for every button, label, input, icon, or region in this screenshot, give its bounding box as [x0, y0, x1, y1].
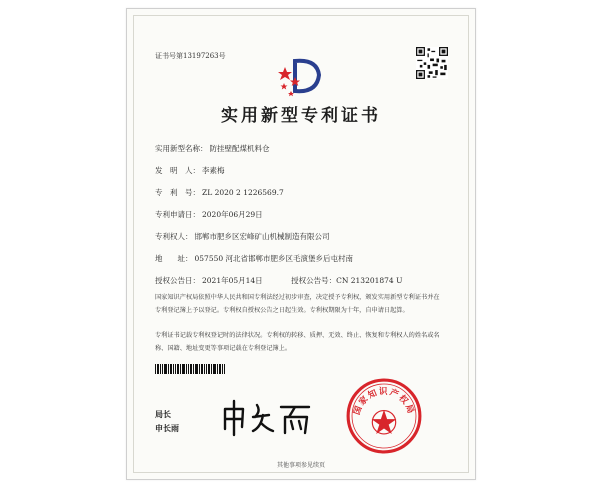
field-patent-number: [155, 187, 284, 198]
field-grant-date: [155, 275, 402, 286]
field-patentee: [155, 231, 330, 242]
field-label: 专利权人：: [155, 232, 193, 241]
footer-note: 其他事项参见续页: [276, 462, 325, 469]
certificate-title: 实用新型专利证书: [221, 106, 381, 126]
certificate-number: 证书号第13197263号: [155, 52, 226, 60]
signature-title: 局长: [155, 409, 171, 419]
handwritten-signature-icon: [219, 397, 319, 437]
field-application-date: [155, 209, 263, 220]
field-inventor: [155, 165, 225, 176]
field-label: 地 址：: [155, 254, 193, 263]
certificate: [126, 8, 476, 480]
announcement-number-label: 授权公告号：: [291, 276, 337, 285]
barcode-icon: [155, 364, 225, 374]
field-value: 057550 河北省邯郸市肥乡区毛演堡乡后屯村南: [194, 254, 354, 263]
field-label: 专利申请日：: [155, 210, 200, 219]
field-address: [155, 253, 353, 264]
qr-code-icon: [416, 47, 448, 79]
field-utility-model-name: [155, 143, 270, 154]
certificate-body-paragraph-2: 专利证书记载专利权登记时的法律状况。专利权的转移、质押、无效、终止、恢复和专利权人的姓名或名称、国籍、地址变更等事项记载在专利登记簿上。: [155, 332, 440, 352]
field-label: 授权公告日：: [155, 276, 200, 285]
field-label: 实用新型名称：: [155, 144, 208, 153]
field-value: 李素梅: [202, 166, 225, 175]
field-value: 防挂壁配煤机料仓: [209, 144, 270, 153]
official-seal-icon: [345, 377, 423, 455]
announcement-number: CN 213201874 U: [336, 276, 403, 285]
field-value: ZL 2020 2 1226569.7: [202, 188, 284, 197]
svg-text:国家知识产权局: 国家知识产权局: [352, 387, 416, 417]
field-label: 专 利 号：: [155, 188, 200, 197]
field-value: 邯郸市肥乡区宏峰矿山机械制造有限公司: [194, 232, 330, 241]
cnipa-emblem-icon: [275, 53, 325, 99]
field-value: 2021年05月14日: [202, 276, 263, 285]
signature-name: 申长雨: [155, 423, 179, 433]
field-value: 2020年06月29日: [202, 210, 263, 219]
certificate-body-paragraph-1: 国家知识产权局依照中华人民共和国专利法经过初步审查，决定授予专利权，颁发实用新型专利证书并在专利登记簿上予以登记。专利权自授权公告之日起生效。专利权期限为十年，自申请日起算。: [155, 294, 440, 314]
field-label: 发 明 人：: [155, 166, 200, 175]
